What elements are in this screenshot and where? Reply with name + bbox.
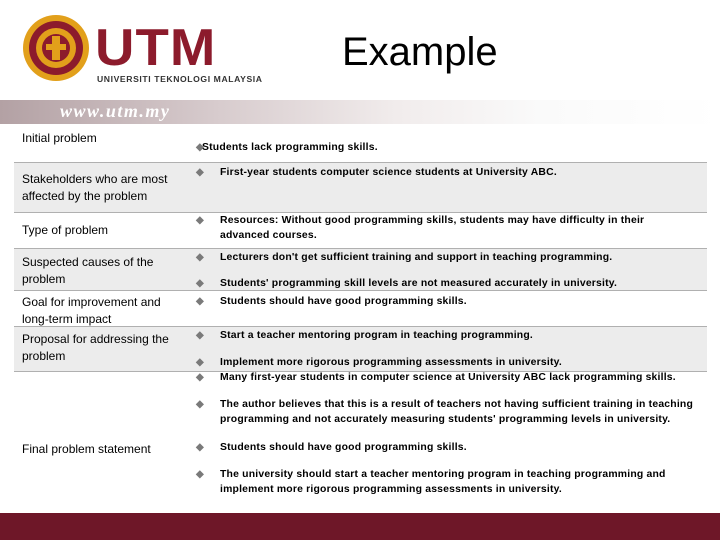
- logo-subtitle: UNIVERSITI TEKNOLOGI MALAYSIA: [97, 74, 263, 84]
- header: [0, 0, 720, 128]
- label-suspected-causes: Suspected causes of the problem: [22, 255, 154, 286]
- label-proposal: Proposal for addressing the problem: [22, 332, 169, 363]
- label-final-statement: Final problem statement: [22, 442, 151, 456]
- website-url: www.utm.my: [60, 101, 171, 121]
- list-item: ◆ Students should have good programming skills.: [196, 442, 467, 453]
- label-stakeholders: Stakeholders who are most affected by the problem: [22, 172, 168, 203]
- list-item: ◆ Students should have good programming skills.: [196, 296, 467, 307]
- bullet-icon: ◆: [196, 399, 204, 410]
- list-item: ◆ Start a teacher mentoring program in teaching programming.: [196, 330, 533, 341]
- logo-text: UTM: [95, 19, 217, 77]
- bullet-icon: ◆: [196, 330, 204, 341]
- bullet-icon: ◆: [196, 357, 204, 368]
- bullet-icon: ◆: [196, 372, 204, 383]
- slide-title: Example: [342, 30, 498, 74]
- label-initial-problem: Initial problem: [22, 131, 97, 145]
- list-item: ◆ Students lack programming skills.: [196, 142, 378, 153]
- bullet-icon: ◆: [196, 296, 204, 307]
- list-item: ◆ The university should start a teacher mentoring program in teaching programming and implement more rigorous programming assessments in university.: [196, 469, 666, 495]
- utm-emblem-icon: [22, 14, 90, 82]
- label-type-of-problem: Type of problem: [22, 223, 109, 237]
- footer-bar: [0, 513, 720, 540]
- list-item: ◆ Lecturers don't get sufficient training and support in teaching programming.: [196, 252, 613, 263]
- list-item: ◆ Students' programming skill levels are not measured accurately in university.: [196, 278, 618, 289]
- list-item: ◆ The author believes that this is a result of teachers not having sufficient training in teaching programming and not accurately measuring students' programming levels in university.: [196, 399, 694, 425]
- bullet-icon: ◆: [196, 469, 204, 480]
- bullet-icon: ◆: [196, 252, 204, 263]
- list-item: ◆ Implement more rigorous programming assessments in university.: [196, 357, 562, 368]
- bullet-icon: ◆: [196, 142, 204, 153]
- bullet-icon: ◆: [196, 167, 204, 178]
- list-item: ◆ Many first-year students in computer science at University ABC lack programming skills.: [196, 372, 676, 383]
- label-goal: Goal for improvement and long-term impact: [22, 295, 161, 326]
- list-item: ◆ First-year students computer science students at University ABC.: [196, 167, 557, 178]
- bullet-icon: ◆: [196, 442, 204, 453]
- list-item: ◆ Resources: Without good programming skills, students may have difficulty in their advanced courses.: [196, 215, 645, 241]
- bullet-icon: ◆: [196, 278, 204, 289]
- bullet-icon: ◆: [196, 215, 204, 226]
